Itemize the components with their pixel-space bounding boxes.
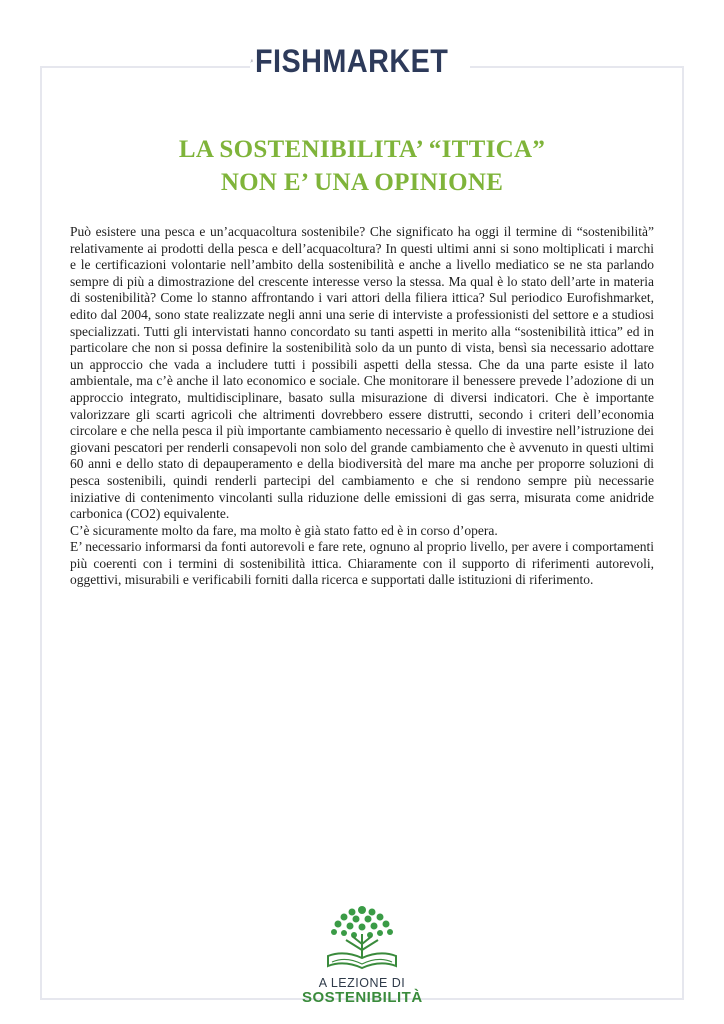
body-paragraph: C’è sicuramente molto da fare, ma molto è già stato fatto ed è in corso d’opera.: [70, 522, 498, 538]
eurofishmarket-logo: [250, 38, 470, 84]
sustainability-badge: [302, 900, 422, 1012]
badge-label-main: SOSTENIBILITÀ: [302, 989, 423, 1006]
tree-book-icon: [314, 900, 410, 974]
logo-wordmark: FISHMARKET: [255, 42, 449, 79]
title-line-2: NON E’ UNA OPINIONE: [220, 169, 504, 196]
body-paragraph: E’ necessario informarsi da fonti autorevoli e fare rete, ognuno al proprio livello, per avere i comportamenti più coerenti con i termini di sostenibilità ittica. Chiaramente con il supporto di riferimenti autorevoli, oggettivi, misurabili e verificabili forniti dalla ricerca e supportati dalle istituzioni di riferimento.: [70, 539, 654, 588]
fish-logo-icon: [250, 39, 253, 83]
svg-text:EURO: EURO: [251, 59, 253, 62]
title-line-1: LA SOSTENIBILITA’ “ITTICA”: [178, 136, 546, 163]
body-paragraph: Può esistere una pesca e un’acquacoltura sostenibile? Che significato ha oggi il termine di “sostenibilità” relativamente ai prodotti della pesca e dell’acquacoltura? In questi ultimi anni si sono moltiplicati i marchi e le certificazioni volontarie nell’ambito della sostenibilità e anche a livello mediatico se ne sta parlando sempre di più a dimostrazione del crescente interesse verso la stessa. Ma qual è lo stato dell’arte in materia di sostenibilità? Come lo stanno affrontando i vari attori della filiera ittica? Sul periodico Eurofishmarket, edito dal 2004, sono state realizzate negli anni una serie di interviste a professionisti del settore e a studiosi specializzati. Tutti gli intervistati hanno concordato su tanti aspetti in merito alla “sostenibilità ittica” ed in particolare che non si possa definire la sostenibilità solo da un punto di vista, bensì sia necessario adottare un approccio che vada a includere tutti i possibili aspetti della stessa. Che da una parte esiste il lato ambientale, ma c’è anche il lato economico e sociale. Che monitorare il benessere prevede l’adozione di un approccio integrato, multidisciplinare, basato sulla misurazione di diversi indicatori. Che è importante valorizzare gli scarti agricoli che altrimenti dovrebbero essere distrutti, secondo i criteri dell’economia circolare e che nella pesca il più importante cambiamento necessario è quello di investire nell’istruzione dei giovani pescatori per renderli consapevoli non solo del grande cambiamento che è avvenuto in questi ultimi 60 anni e dello stato di depauperamento e della biodiversità del mare ma anche per proporre soluzioni di pesca sostenibili, quindi renderli partecipi del cambiamento e che si rendono sempre più necessarie iniziative di contenimento vincolanti sulla riduzione delle emissioni di gas serra, misurata come anidride carbonica (CO2) equivalente.: [70, 224, 654, 522]
badge-label-top: A LEZIONE DI: [318, 976, 406, 990]
page-title: [60, 133, 664, 199]
article-body: [70, 224, 654, 589]
